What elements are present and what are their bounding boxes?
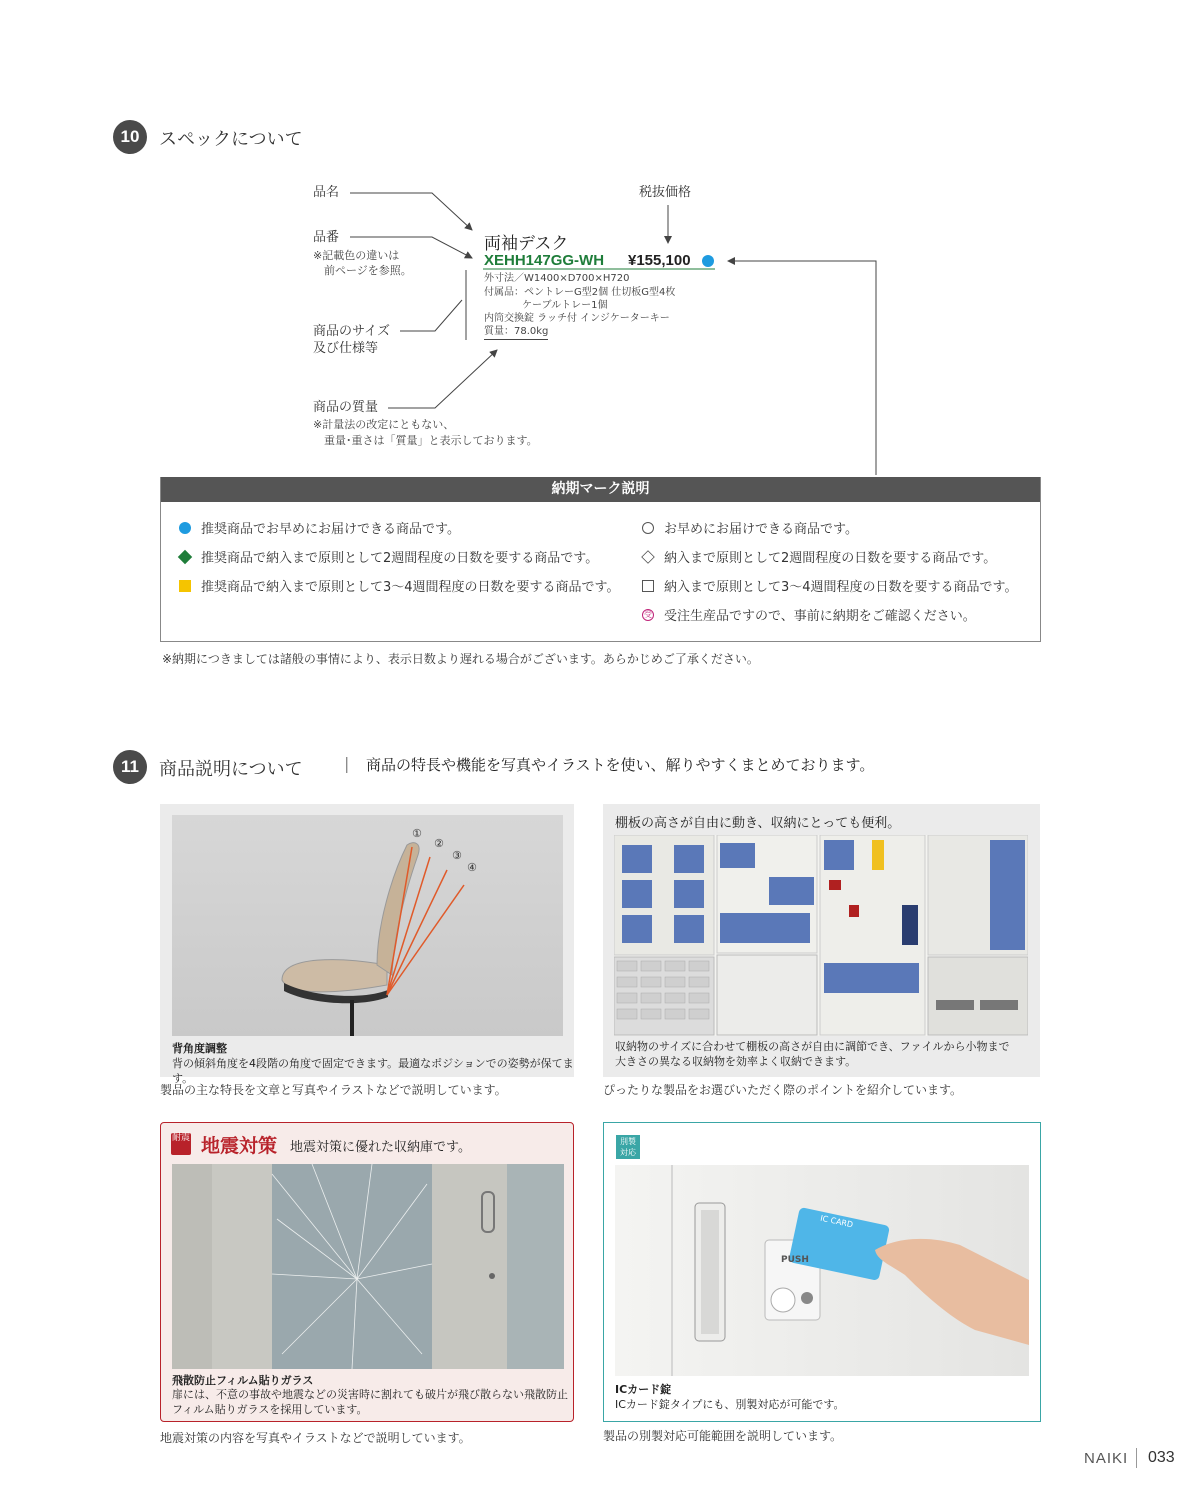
iccard-photo: [615, 1165, 1029, 1376]
section-11-title: 商品説明について: [159, 759, 303, 780]
feature-panel-chair: [160, 804, 574, 1085]
panel3-caption-title: 飛散防止フィルム貼りガラス: [172, 1374, 314, 1387]
panel3-caption-line2: フィルム貼りガラスを採用しています。: [172, 1403, 368, 1416]
footer-brand: NAIKI: [1084, 1450, 1129, 1467]
section-11-badge: 11: [113, 750, 147, 784]
panel1-caption-text: 背の傾斜角度を4段階の角度で固定できます。最適なポジションでの姿勢が保てます。: [172, 1057, 574, 1085]
quake-badge-icon: 耐震: [171, 1133, 191, 1155]
sample-name: 両袖デスク: [484, 234, 569, 254]
label-price: 税抜価格: [639, 185, 692, 200]
delivery-legend: [160, 477, 1041, 642]
panel4-caption-title: ICカード錠: [615, 1383, 672, 1396]
legend-item: [642, 600, 1018, 629]
panel4-description: 製品の別製対応可能範囲を説明しています。: [603, 1429, 843, 1443]
delivery-note: ※納期につきましては諸般の事情により、表示日数より遅れる場合がございます。あらかじめご了承ください。: [162, 652, 759, 666]
angle-marker: ③: [452, 849, 462, 862]
legend-item: [179, 513, 620, 542]
chair-illustration: [172, 815, 563, 1036]
shelf-photo: [614, 835, 1028, 1036]
blue-circle-icon: [179, 522, 191, 534]
legend-item: [642, 513, 1018, 542]
label-hinban-note2: 前ページを参照。: [324, 264, 412, 277]
glass-photo: [172, 1164, 564, 1369]
legend-text: 推奨商品で納入まで原則として2週間程度の日数を要する商品です。: [201, 551, 599, 566]
legend-text: 納入まで原則として2週間程度の日数を要する商品です。: [664, 551, 997, 566]
card-label: IC CARD: [819, 1213, 854, 1230]
sample-spec1: 外寸法／W1400×D700×H720: [484, 273, 630, 284]
section-separator: |: [344, 754, 350, 773]
sample-spec2: 付属品：ペントレーG型2個 仕切板G型4枚: [484, 287, 676, 298]
legend-text: 推奨商品でお早めにお届けできる商品です。: [201, 522, 460, 537]
panel4-caption-text: ICカード錠タイプにも、別製対応が可能です。: [615, 1398, 845, 1411]
section-10-badge: 10: [113, 120, 147, 154]
label-hinmei: 品名: [313, 185, 340, 200]
order-mark-icon: 受: [644, 609, 652, 619]
panel2-caption-line2: 大きさの異なる収納物を効率よく収納できます。: [615, 1055, 857, 1068]
label-hinban-note1: ※記載色の違いは: [313, 249, 400, 262]
panel3-description: 地震対策の内容を写真やイラストなどで説明しています。: [160, 1431, 471, 1445]
custom-order-badge-icon: [616, 1135, 640, 1159]
legend-right-column: [642, 513, 1018, 629]
sample-spec3: ケーブルトレー1個: [522, 300, 608, 311]
white-square-icon: [642, 580, 654, 592]
label-size1: 商品のサイズ: [313, 324, 390, 339]
footer-divider: [1136, 1448, 1137, 1468]
chair-photo: [172, 815, 563, 1036]
panel1-description: 製品の主な特長を文章と写真やイラストなどで説明しています。: [160, 1083, 507, 1097]
section-10-title: スペックについて: [159, 129, 303, 150]
legend-item: [179, 571, 620, 600]
sample-spec5: 質量：78.0kg: [484, 325, 548, 340]
legend-left-column: [179, 513, 620, 600]
angle-marker: ②: [434, 837, 444, 850]
legend-title: 納期マーク説明: [161, 477, 1040, 502]
panel3-heading: 地震対策: [201, 1135, 278, 1157]
label-weight-note1: ※計量法の改定にともない、: [313, 418, 455, 431]
feature-panel-earthquake: [160, 1122, 574, 1422]
legend-text: 受注生産品ですので、事前に納期をご確認ください。: [664, 609, 976, 624]
panel1-caption-title: 背角度調整: [172, 1042, 227, 1055]
angle-marker: ④: [467, 861, 477, 874]
section-11-lead: 商品の特長や機能を写真やイラストを使い、解りやすくまとめております。: [366, 756, 875, 774]
sample-spec4: 内筒交換錠 ラッチ付 インジケーターキー: [484, 313, 670, 324]
spec-callout-lines: [0, 0, 1200, 480]
feature-panel-shelf: [603, 804, 1040, 1077]
panel2-description: ぴったりな製品をお選びいただく際のポイントを紹介しています。: [603, 1083, 963, 1097]
blue-circle-icon: [702, 255, 714, 267]
badge-line2: 対応: [620, 1148, 636, 1157]
label-size2: 及び仕様等: [313, 341, 379, 356]
push-label: PUSH: [781, 1255, 809, 1265]
panel2-heading: 棚板の高さが自由に動き、収納にとっても便利。: [615, 816, 901, 831]
legend-item: [179, 542, 620, 571]
label-weight-note2: 重量･重さは「質量」と表示しております。: [324, 434, 538, 447]
legend-text: お早めにお届けできる商品です。: [664, 522, 858, 537]
iccard-illustration: [615, 1165, 1029, 1376]
legend-item: [642, 571, 1018, 600]
panel3-subheading: 地震対策に優れた収納庫です。: [290, 1140, 471, 1155]
legend-text: 納入まで原則として3〜4週間程度の日数を要する商品です。: [664, 580, 1018, 595]
shelf-illustration: [614, 835, 1028, 1036]
white-circle-icon: [642, 522, 654, 534]
feature-panel-iccard: [603, 1122, 1041, 1422]
green-diamond-icon: [178, 549, 192, 563]
white-diamond-icon: [641, 550, 655, 564]
shattered-glass-illustration: [172, 1164, 564, 1369]
sample-code: XEHH147GG-WH: [484, 252, 605, 269]
footer-page-number: 033: [1148, 1449, 1175, 1466]
angle-marker: ①: [412, 827, 422, 840]
sample-price: ¥155,100: [628, 252, 691, 269]
panel2-caption-line1: 収納物のサイズに合わせて棚板の高さが自由に調節でき、ファイルから小物まで: [615, 1040, 1010, 1053]
legend-text: 推奨商品で納入まで原則として3〜4週間程度の日数を要する商品です。: [201, 580, 620, 595]
label-weight: 商品の質量: [313, 400, 379, 415]
yellow-square-icon: [179, 580, 191, 592]
legend-item: [642, 542, 1018, 571]
badge-line1: 別製: [620, 1137, 636, 1146]
label-hinban: 品番: [313, 230, 340, 245]
panel3-caption-line1: 扉には、不意の事故や地震などの災害時に割れても破片が飛び散らない飛散防止: [172, 1388, 568, 1401]
